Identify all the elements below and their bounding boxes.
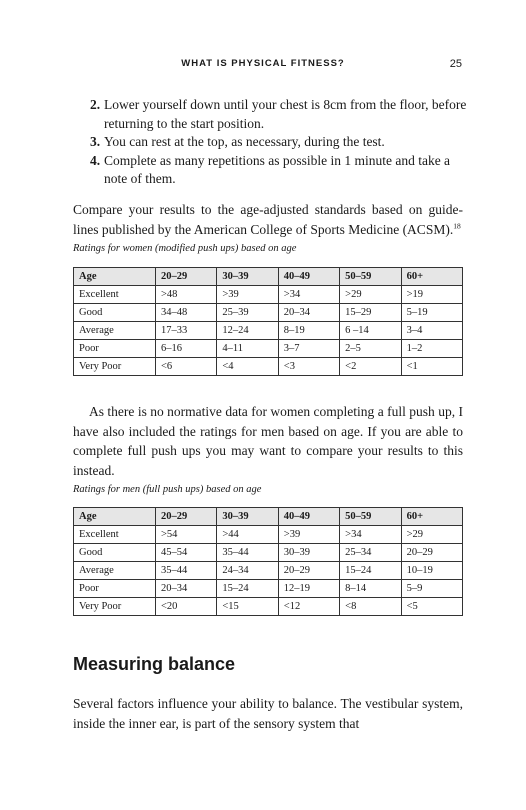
table-row bbox=[74, 562, 463, 580]
running-title: WHAT IS PHYSICAL FITNESS? bbox=[181, 58, 345, 69]
table-row bbox=[74, 358, 463, 376]
table-cell: >48 bbox=[156, 286, 217, 304]
row-label: Very Poor bbox=[74, 598, 156, 616]
column-header: 20–29 bbox=[156, 268, 217, 286]
step-number: 2. bbox=[90, 97, 101, 112]
table-cell: <2 bbox=[340, 358, 401, 376]
row-label: Excellent bbox=[74, 526, 156, 544]
table-row bbox=[74, 580, 463, 598]
table-cell: 24–34 bbox=[217, 562, 278, 580]
column-header: 20–29 bbox=[156, 508, 217, 526]
column-header: 40–49 bbox=[278, 508, 339, 526]
page-number: 25 bbox=[449, 58, 462, 70]
column-header: 60+ bbox=[401, 508, 462, 526]
compare-paragraph-text: Compare your results to the age-adjusted standards based on guide-lines published by the American College of Sports Medicine (ACSM). bbox=[73, 202, 463, 237]
table-cell: <1 bbox=[401, 358, 462, 376]
column-header: 60+ bbox=[401, 268, 462, 286]
row-label: Excellent bbox=[74, 286, 156, 304]
column-header: 30–39 bbox=[217, 268, 278, 286]
table-cell: 25–39 bbox=[217, 304, 278, 322]
table-cell: 5–9 bbox=[401, 580, 462, 598]
table-cell: 12–24 bbox=[217, 322, 278, 340]
table-cell: 20–34 bbox=[156, 580, 217, 598]
table-cell: 8–14 bbox=[340, 580, 401, 598]
row-label: Poor bbox=[74, 580, 156, 598]
step-text: Lower yourself down until your chest is 8cm from the floor, before returning to the start position. bbox=[104, 97, 467, 131]
table-cell: 8–19 bbox=[278, 322, 339, 340]
women-ratings-table bbox=[73, 267, 463, 376]
row-label: Average bbox=[74, 322, 156, 340]
table-cell: <3 bbox=[278, 358, 339, 376]
column-header: 30–39 bbox=[217, 508, 278, 526]
compare-paragraph bbox=[73, 200, 463, 239]
column-header: Age bbox=[74, 508, 156, 526]
table-row bbox=[74, 340, 463, 358]
table-cell: 15–24 bbox=[217, 580, 278, 598]
table-cell: 2–5 bbox=[340, 340, 401, 358]
table-cell: <12 bbox=[278, 598, 339, 616]
row-label: Poor bbox=[74, 340, 156, 358]
table-cell: 3–7 bbox=[278, 340, 339, 358]
table-cell: 35–44 bbox=[217, 544, 278, 562]
row-label: Good bbox=[74, 304, 156, 322]
table-row bbox=[74, 304, 463, 322]
row-label: Very Poor bbox=[74, 358, 156, 376]
section-heading: Measuring balance bbox=[73, 654, 236, 674]
table-cell: 12–19 bbox=[278, 580, 339, 598]
table-cell: >29 bbox=[401, 526, 462, 544]
step-text: Complete as many repetitions as possible in 1 minute and take a note of them. bbox=[104, 152, 451, 186]
table-cell: <15 bbox=[217, 598, 278, 616]
table-cell: 1–2 bbox=[401, 340, 462, 358]
table-cell: 20–29 bbox=[401, 544, 462, 562]
footnote-marker: 18 bbox=[453, 221, 461, 230]
table-cell: 4–11 bbox=[217, 340, 278, 358]
numbered-steps bbox=[90, 96, 470, 189]
women-table-caption: Ratings for women (modified push ups) based on age bbox=[73, 243, 297, 254]
column-header: Age bbox=[74, 268, 156, 286]
step-text: You can rest at the top, as necessary, during the test. bbox=[104, 134, 385, 149]
table-cell: >19 bbox=[401, 286, 462, 304]
column-header: 50–59 bbox=[340, 508, 401, 526]
list-item bbox=[90, 96, 470, 133]
column-header: 50–59 bbox=[340, 268, 401, 286]
table-cell: 6 –14 bbox=[340, 322, 401, 340]
table-cell: 35–44 bbox=[156, 562, 217, 580]
table-cell: 20–29 bbox=[278, 562, 339, 580]
table-cell: >54 bbox=[156, 526, 217, 544]
list-item bbox=[90, 152, 470, 189]
running-header bbox=[0, 58, 526, 72]
table-cell: >39 bbox=[217, 286, 278, 304]
table-cell: >34 bbox=[278, 286, 339, 304]
list-item bbox=[90, 133, 470, 152]
table-cell: 45–54 bbox=[156, 544, 217, 562]
table-cell: >39 bbox=[278, 526, 339, 544]
table-cell: 25–34 bbox=[340, 544, 401, 562]
step-number: 4. bbox=[90, 152, 101, 168]
table-cell: 30–39 bbox=[278, 544, 339, 562]
table-cell: 3–4 bbox=[401, 322, 462, 340]
row-label: Good bbox=[74, 544, 156, 562]
table-cell: 20–34 bbox=[278, 304, 339, 322]
step-number: 3. bbox=[90, 134, 101, 149]
table-cell: 15–29 bbox=[340, 304, 401, 322]
table-cell: <4 bbox=[217, 358, 278, 376]
men-ratings-table bbox=[73, 507, 463, 616]
table-cell: >34 bbox=[340, 526, 401, 544]
table-cell: >29 bbox=[340, 286, 401, 304]
table-row bbox=[74, 544, 463, 562]
table-cell: 6–16 bbox=[156, 340, 217, 358]
table-cell: >44 bbox=[217, 526, 278, 544]
table-row bbox=[74, 598, 463, 616]
table-cell: <6 bbox=[156, 358, 217, 376]
table-cell: 10–19 bbox=[401, 562, 462, 580]
normative-paragraph: As there is no normative data for women completing a full push up, I have also included the ratings for men based on age. If you are able to complete full push ups you may want to compare your results to this instead. bbox=[73, 404, 463, 478]
table-cell: 5–19 bbox=[401, 304, 462, 322]
balance-paragraph: Several factors influence your ability to balance. The vestibular system, inside the inner ear, is part of the sensory system that bbox=[73, 696, 463, 731]
table-row bbox=[74, 526, 463, 544]
table-cell: <5 bbox=[401, 598, 462, 616]
table-cell: 34–48 bbox=[156, 304, 217, 322]
table-cell: <8 bbox=[340, 598, 401, 616]
table-row bbox=[74, 322, 463, 340]
table-header-row bbox=[74, 268, 463, 286]
table-cell: 17–33 bbox=[156, 322, 217, 340]
table-header-row bbox=[74, 508, 463, 526]
table-cell: <20 bbox=[156, 598, 217, 616]
table-row bbox=[74, 286, 463, 304]
row-label: Average bbox=[74, 562, 156, 580]
table-cell: 15–24 bbox=[340, 562, 401, 580]
men-table-caption: Ratings for men (full push ups) based on age bbox=[73, 484, 262, 495]
column-header: 40–49 bbox=[278, 268, 339, 286]
